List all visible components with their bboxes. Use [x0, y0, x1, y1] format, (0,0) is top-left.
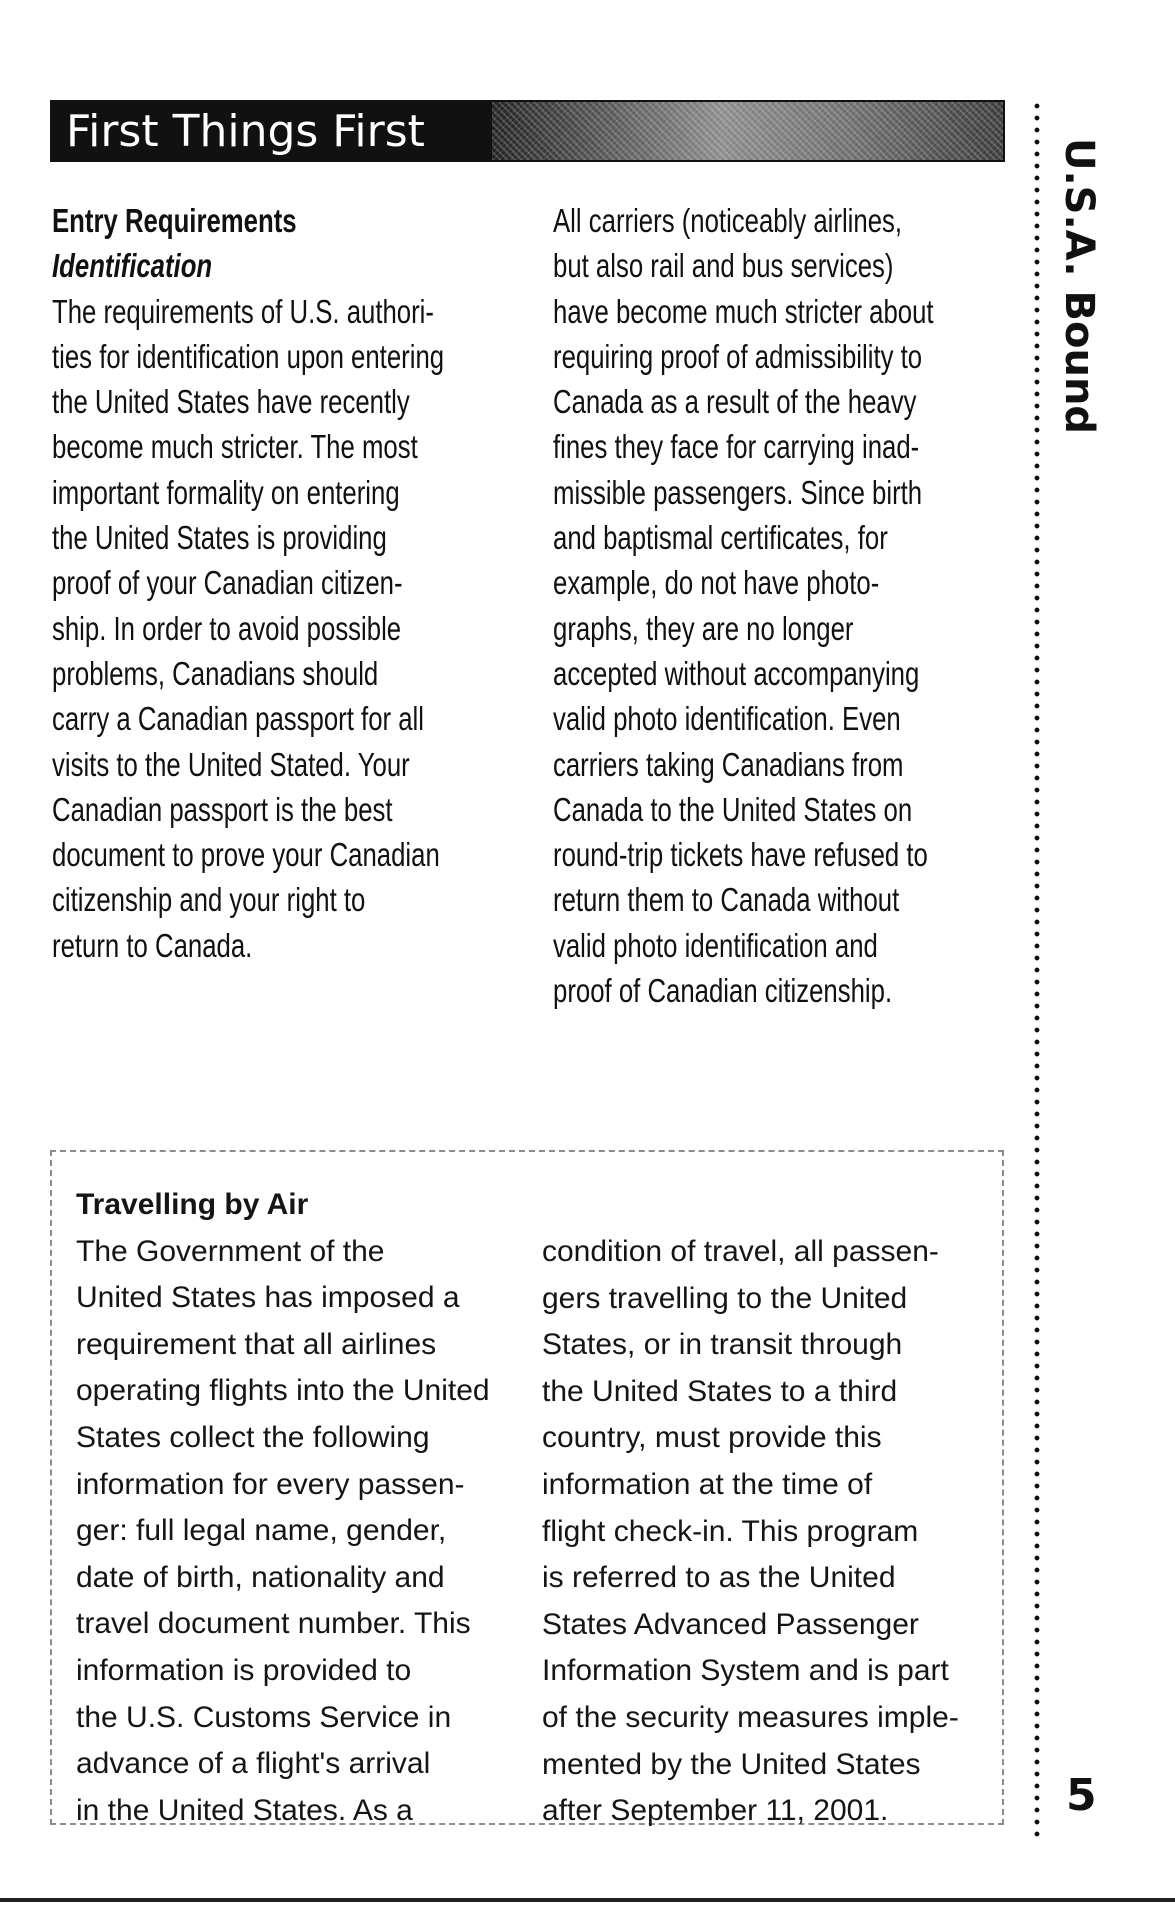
air-right_lines-line: mented by the United States [542, 1747, 921, 1781]
air-left_lines-line: requirement that all airlines [76, 1327, 437, 1361]
banner-texture [492, 102, 1003, 160]
air-right_lines-line: States, or in transit through [542, 1328, 903, 1362]
entry-right_lines-line: Canada as a result of the heavy [553, 383, 917, 421]
air-right_lines-line: of the security measures imple- [542, 1700, 959, 1734]
entry-left_lines-line: carry a Canadian passport for all [52, 700, 424, 738]
entry-left_lines-line: problems, Canadians should [52, 654, 379, 692]
entry-left_lines-line: document to prove your Canadian [52, 836, 440, 874]
air-left_lines-line: ger: full legal name, gender, [76, 1514, 447, 1548]
air-title: Travelling by Air [76, 1188, 309, 1221]
entry-right_lines-line: example, do not have photo- [553, 564, 880, 602]
entry-right_lines-line: valid photo identification. Even [553, 700, 901, 738]
air-left_lines-line: the U.S. Customs Service in [76, 1700, 452, 1734]
air-left_lines-line: travel document number. This [76, 1607, 471, 1641]
entry-right_lines-line: missible passengers. Since birth [553, 473, 923, 511]
air-right_lines-line: condition of travel, all passen- [542, 1235, 939, 1268]
air-left_lines-line: United States has imposed a [76, 1281, 460, 1315]
entry-left_lines-line: ship. In order to avoid possible [52, 609, 402, 647]
dotted-margin-rule [1033, 100, 1041, 1840]
air-left_lines-line: information is provided to [76, 1653, 412, 1687]
air-left-column [76, 1182, 490, 1834]
air-left-text [76, 1229, 490, 1835]
entry-right_lines-line: Canada to the United States on [553, 790, 913, 828]
entry-left_lines-line: Canadian passport is the best [52, 790, 393, 828]
entry-left_lines-line: important formality on entering [52, 473, 400, 511]
entry-right_lines-line: have become much stricter about [553, 292, 934, 330]
entry-right_lines-line: graphs, they are no longer [553, 609, 854, 647]
entry-left_lines-line: return to Canada. [52, 926, 253, 964]
section-title: First Things First [66, 106, 425, 157]
bottom-rule [0, 1898, 1175, 1902]
entry-left_lines-line: become much stricter. The most [52, 428, 418, 466]
air-right-column [542, 1229, 959, 1835]
air-right_lines-line: information at the time of [542, 1467, 873, 1501]
air-right_lines-line: the United States to a third [542, 1374, 898, 1408]
air-right_lines-line: is referred to as the United [542, 1561, 896, 1595]
entry-right_lines-line: but also rail and bus services) [553, 247, 894, 285]
entry-left_lines-line: citizenship and your right to [52, 881, 366, 919]
entry-right-text [553, 198, 934, 1013]
running-head: U.S.A. Bound [1056, 138, 1102, 435]
air-right_lines-line: country, must provide this [542, 1421, 882, 1455]
entry-left_lines-line: the United States have recently [52, 383, 410, 421]
air-left_lines-line: operating flights into the United [76, 1374, 490, 1408]
air-left_lines-line: in the United States. As a [76, 1793, 413, 1827]
entry-right_lines-line: round-trip tickets have refused to [553, 836, 928, 874]
air-right_lines-line: after September 11, 2001. [542, 1794, 889, 1828]
entry-right_lines-line: return them to Canada without [553, 881, 900, 919]
air-right_lines-line: Information System and is part [542, 1654, 949, 1688]
entry-right_lines-line: All carriers (noticeably airlines, [553, 202, 903, 239]
section-banner [50, 100, 1005, 162]
entry-subheading: Identification [52, 247, 213, 285]
air-right_lines-line: flight check-in. This program [542, 1514, 919, 1548]
entry-right_lines-line: proof of Canadian citizenship. [553, 972, 893, 1010]
entry-right_lines-line: and baptismal certificates, for [553, 519, 888, 557]
entry-left-column [52, 198, 444, 968]
air-left_lines-line: date of birth, nationality and [76, 1560, 445, 1594]
air-left_lines-line: States collect the following [76, 1420, 430, 1454]
air-left_lines-line: information for every passen- [76, 1467, 465, 1501]
entry-heading: Entry Requirements [52, 202, 297, 239]
entry-left_lines-line: the United States is providing [52, 519, 387, 557]
entry-left_lines-line: The requirements of U.S. authori- [52, 292, 434, 330]
page-number: 5 [1066, 1770, 1097, 1821]
entry-right_lines-line: fines they face for carrying inad- [553, 428, 920, 466]
entry-left-text [52, 289, 444, 968]
air-right_lines-line: States Advanced Passenger [542, 1607, 919, 1641]
entry-left_lines-line: proof of your Canadian citizen- [52, 564, 403, 602]
entry-right_lines-line: valid photo identification and [553, 926, 878, 964]
entry-left_lines-line: visits to the United Stated. Your [52, 745, 410, 783]
entry-left_lines-line: ties for identification upon entering [52, 337, 445, 375]
entry-right_lines-line: carriers taking Canadians from [553, 745, 904, 783]
air-travel-box [50, 1150, 1004, 1828]
air-right-text [542, 1229, 959, 1835]
air-right_lines-line: gers travelling to the United [542, 1281, 908, 1315]
air-left_lines-line: advance of a flight's arrival [76, 1747, 431, 1781]
entry-right_lines-line: accepted without accompanying [553, 654, 920, 692]
air-left_lines-line: The Government of the [76, 1234, 385, 1268]
entry-right_lines-line: requiring proof of admissibility to [553, 337, 923, 375]
entry-right-column [553, 198, 934, 1013]
